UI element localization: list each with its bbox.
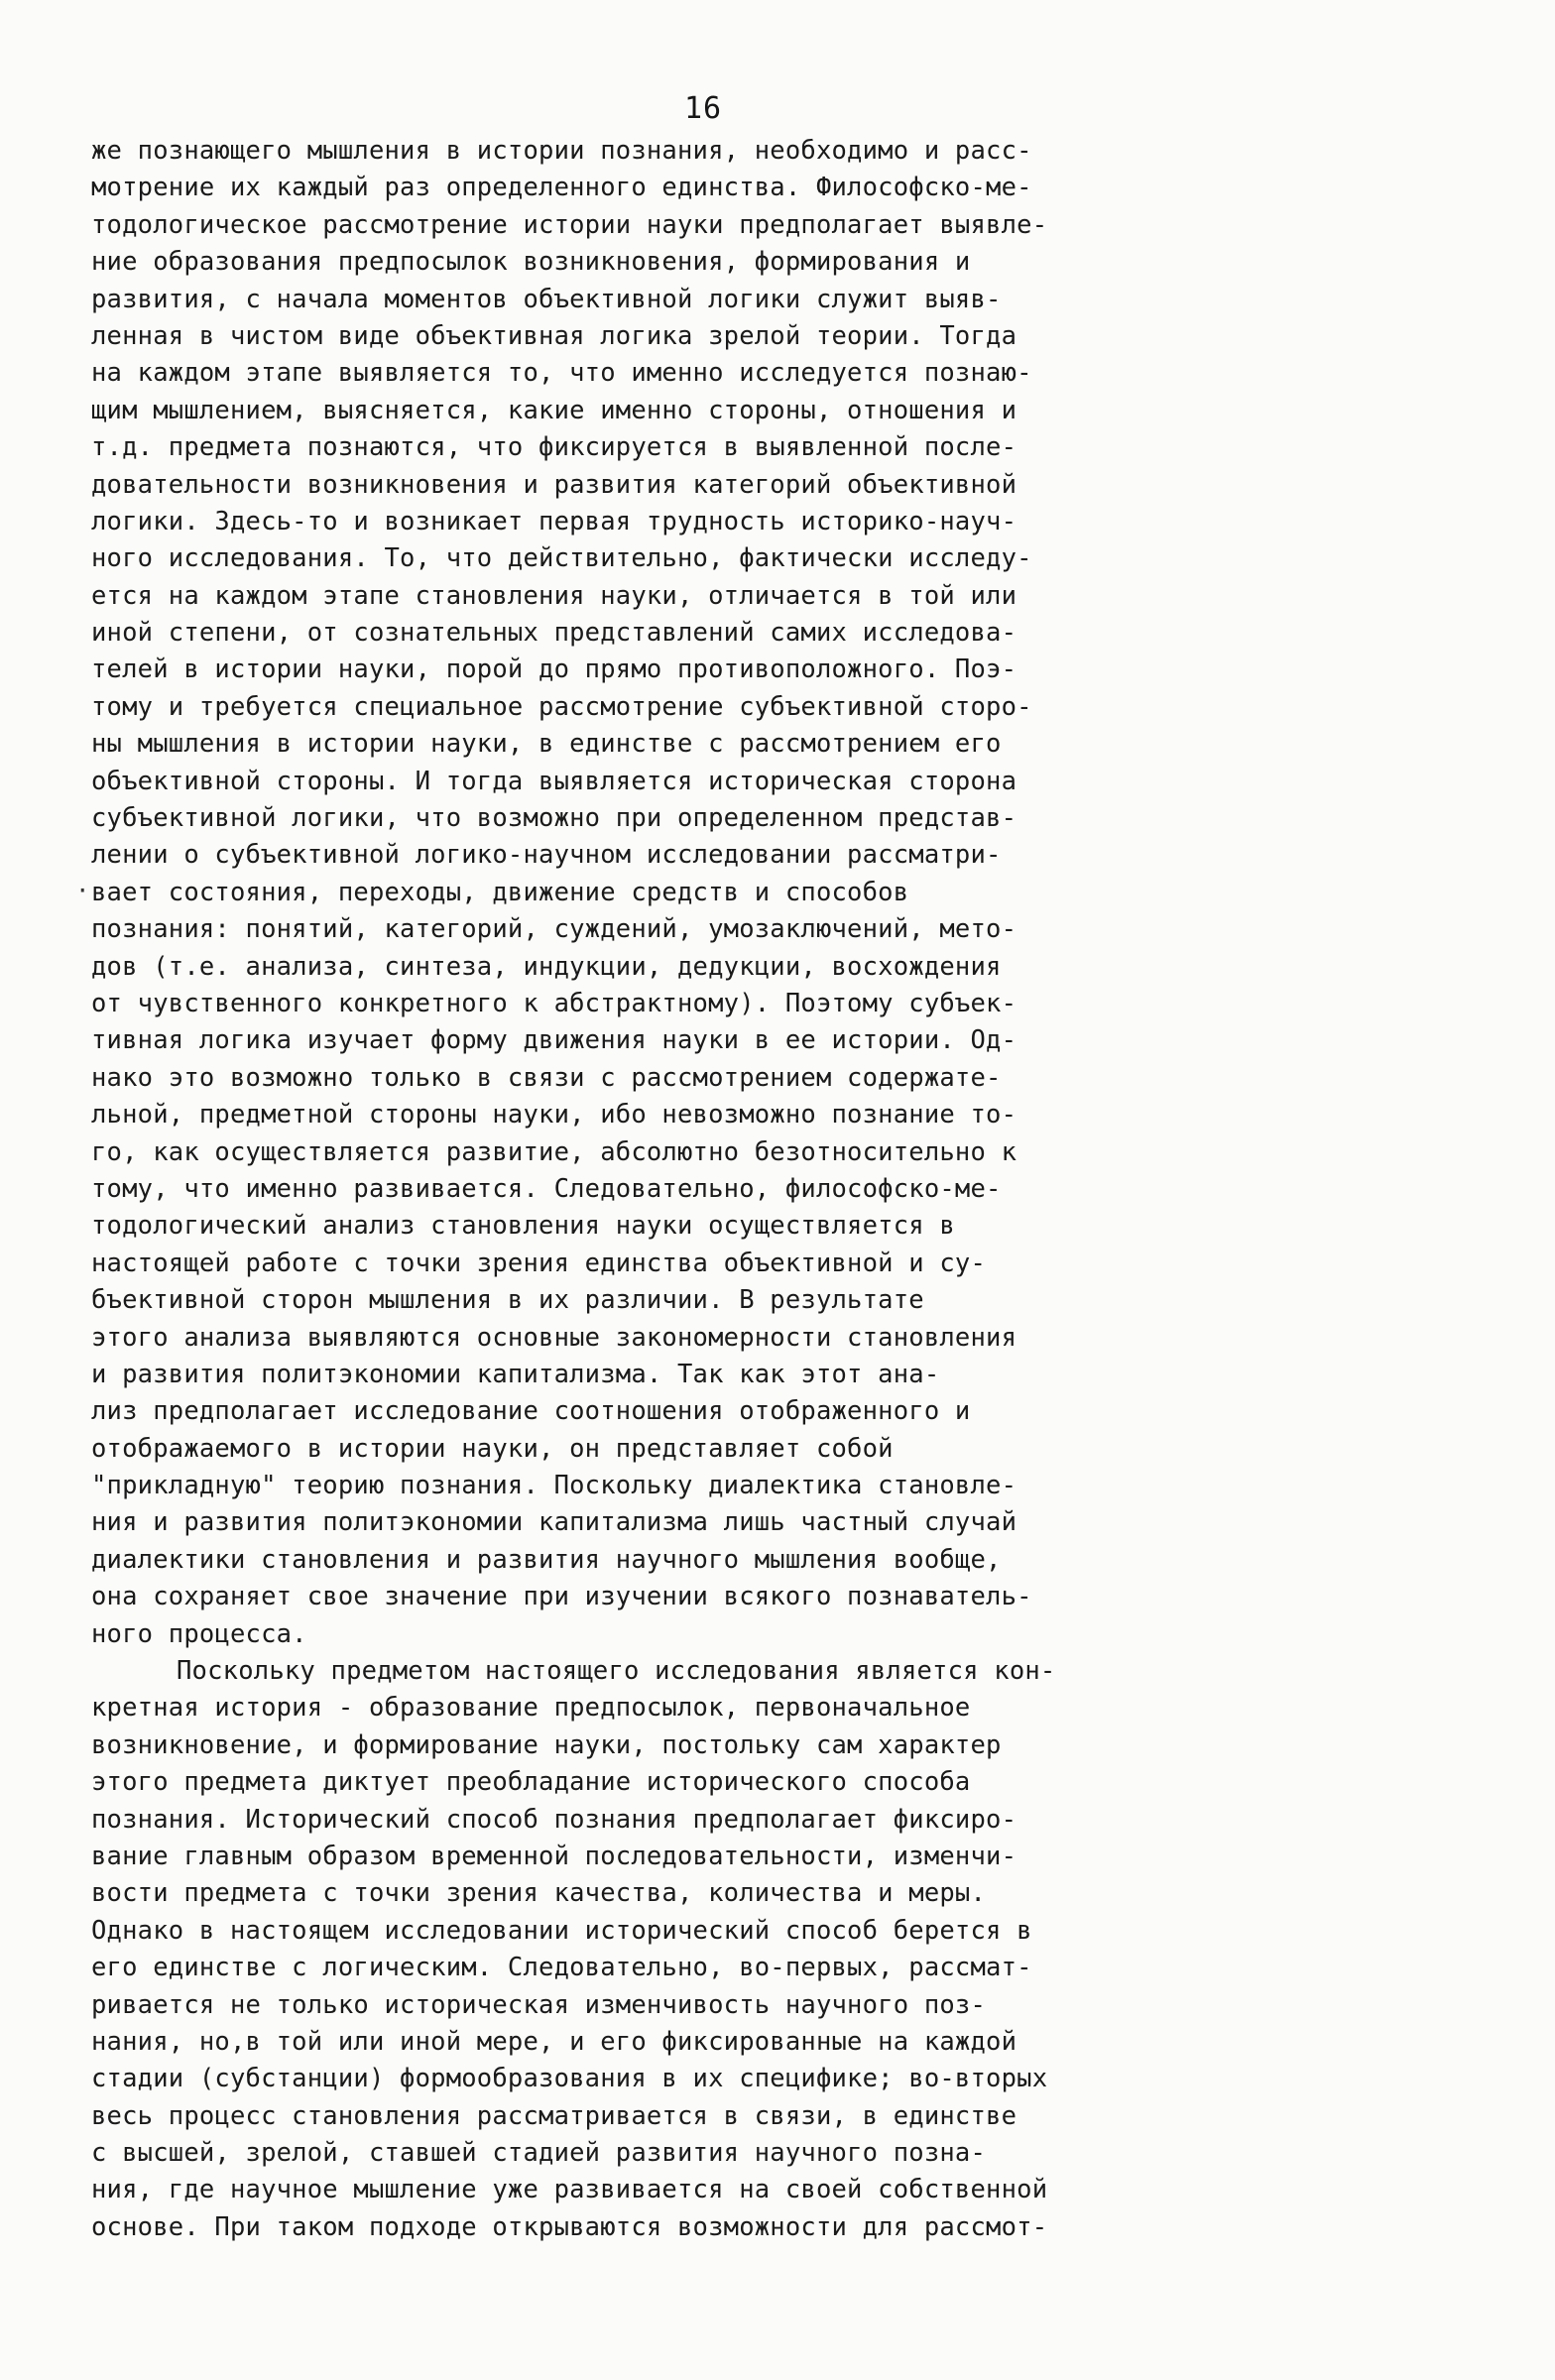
text-line: субъективной логики, что возможно при определенном представ-: [91, 803, 1017, 834]
text-line: вание главным образом временной последовательности, изменчи-: [91, 1841, 1017, 1871]
text-line: бъективной сторон мышления в их различии. В результате: [91, 1285, 924, 1316]
body-text: [91, 133, 1480, 2246]
text-line: ривается не только историческая изменчивость научного поз-: [91, 1989, 987, 2020]
text-line: настоящей работе с точки зрения единства объективной и су-: [91, 1248, 987, 1278]
text-line: лении о субъективной логико-научном исследовании рассматри-: [91, 840, 1002, 871]
text-line: этого анализа выявляются основные закономерности становления: [91, 1322, 1017, 1353]
text-line: Однако в настоящем исследовании исторический способ берется в: [91, 1915, 1032, 1946]
text-line: ны мышления в истории науки, в единстве с рассмотрением его: [91, 729, 1002, 760]
text-line: ного процесса.: [91, 1618, 307, 1649]
text-line: дов (т.е. анализа, синтеза, индукции, дедукции, восхождения: [91, 951, 1002, 982]
text-line: стадии (субстанции) формообразования в их специфике; во-вторых: [91, 2064, 1048, 2094]
text-line: познания. Исторический способ познания предполагает фиксиро-: [91, 1804, 1017, 1835]
text-line: нания, но,в той или иной мере, и его фиксированные на каждой: [91, 2026, 1017, 2057]
text-line: "прикладную" теорию познания. Поскольку диалектика становле-: [91, 1471, 1017, 1501]
text-line: объективной стороны. И тогда выявляется историческая сторона: [91, 766, 1017, 796]
text-line: лиз предполагает исследование соотношения отображенного и: [91, 1396, 971, 1427]
text-line: весь процесс становления рассматривается в связи, в единстве: [91, 2100, 1017, 2131]
text-line: тому, что именно развивается. Следовательно, философско-ме-: [91, 1173, 1002, 1204]
text-line: льной, предметной стороны науки, ибо невозможно познание то-: [91, 1100, 1017, 1130]
text-line: ного исследования. То, что действительно, фактически исследу-: [91, 543, 1032, 574]
text-line: кретная история - образование предпосылок, первоначальное: [91, 1693, 971, 1724]
text-line: его единстве с логическим. Следовательно, во-первых, рассмат-: [91, 1953, 1032, 1983]
text-line: вости предмета с точки зрения качества, количества и меры.: [91, 1878, 987, 1909]
text-line: ленная в чистом виде объективная логика зрелой теории. Тогда: [91, 320, 1017, 351]
text-line: познания: понятий, категорий, суждений, умозаключений, мето-: [91, 914, 1017, 945]
text-line: развития, с начала моментов объективной логики служит выяв-: [91, 284, 1002, 314]
text-line: же познающего мышления в истории познания, необходимо и расс-: [91, 136, 1032, 166]
text-line: довательности возникновения и развития категорий объективной: [91, 469, 1017, 500]
text-line: Поскольку предметом настоящего исследования является кон-: [177, 1656, 1056, 1687]
text-line: логики. Здесь-то и возникает первая трудность историко-науч-: [91, 506, 1017, 536]
text-line: го, как осуществляется развитие, абсолютно безотносительно к: [91, 1136, 1017, 1167]
text-line: она сохраняет свое значение при изучении всякого познаватель-: [91, 1582, 1032, 1612]
page-number: 16: [684, 91, 723, 126]
text-line: ется на каждом этапе становления науки, отличается в той или: [91, 580, 1017, 611]
text-line: нако это возможно только в связи с рассмотрением содержате-: [91, 1062, 1002, 1093]
text-line: щим мышлением, выясняется, какие именно стороны, отношения и: [91, 395, 1017, 425]
text-line: тодологическое рассмотрение истории науки предполагает выявле-: [91, 209, 1048, 240]
text-line: тивная логика изучает форму движения науки в ее истории. Од-: [91, 1025, 1017, 1056]
text-line: и развития политэкономии капитализма. Так как этот ана-: [91, 1359, 940, 1389]
text-line: ния, где научное мышление уже развивается на своей собственной: [91, 2175, 1048, 2205]
text-line: тодологический анализ становления науки осуществляется в: [91, 1211, 955, 1242]
text-line: возникновение, и формирование науки, постольку сам характер: [91, 1729, 1002, 1760]
text-line: на каждом этапе выявляется то, что именно исследуется познаю-: [91, 358, 1032, 389]
text-line: ния и развития политэкономии капитализма лишь частный случай: [91, 1507, 1017, 1538]
text-line: вает состояния, переходы, движение средств и способов: [91, 877, 909, 907]
paragraph-2: [91, 1653, 1480, 2246]
text-line: этого предмета диктует преобладание исторического способа: [91, 1767, 971, 1798]
text-line: ние образования предпосылок возникновения, формирования и: [91, 247, 971, 278]
text-line: от чувственного конкретного к абстрактному). Поэтому субъек-: [91, 988, 1017, 1018]
text-line: диалектики становления и развития научного мышления вообще,: [91, 1544, 1002, 1575]
text-line: тому и требуется специальное рассмотрение субъективной сторо-: [91, 691, 1032, 722]
text-line: телей в истории науки, порой до прямо противоположного. Поэ-: [91, 654, 1017, 685]
text-line: мотрение их каждый раз определенного единства. Философско-ме-: [91, 173, 1032, 203]
text-line: с высшей, зрелой, ставшей стадией развития научного позна-: [91, 2138, 987, 2169]
margin-mark: ·: [75, 877, 90, 904]
text-line: иной степени, от сознательных представлений самих исследова-: [91, 618, 1017, 649]
paragraph-1: [91, 133, 1480, 1653]
text-line: основе. При таком подходе открываются возможности для рассмот-: [91, 2211, 1048, 2242]
text-line: отображаемого в истории науки, он представляет собой: [91, 1433, 894, 1464]
text-line: т.д. предмета познаются, что фиксируется в выявленной после-: [91, 432, 1017, 463]
